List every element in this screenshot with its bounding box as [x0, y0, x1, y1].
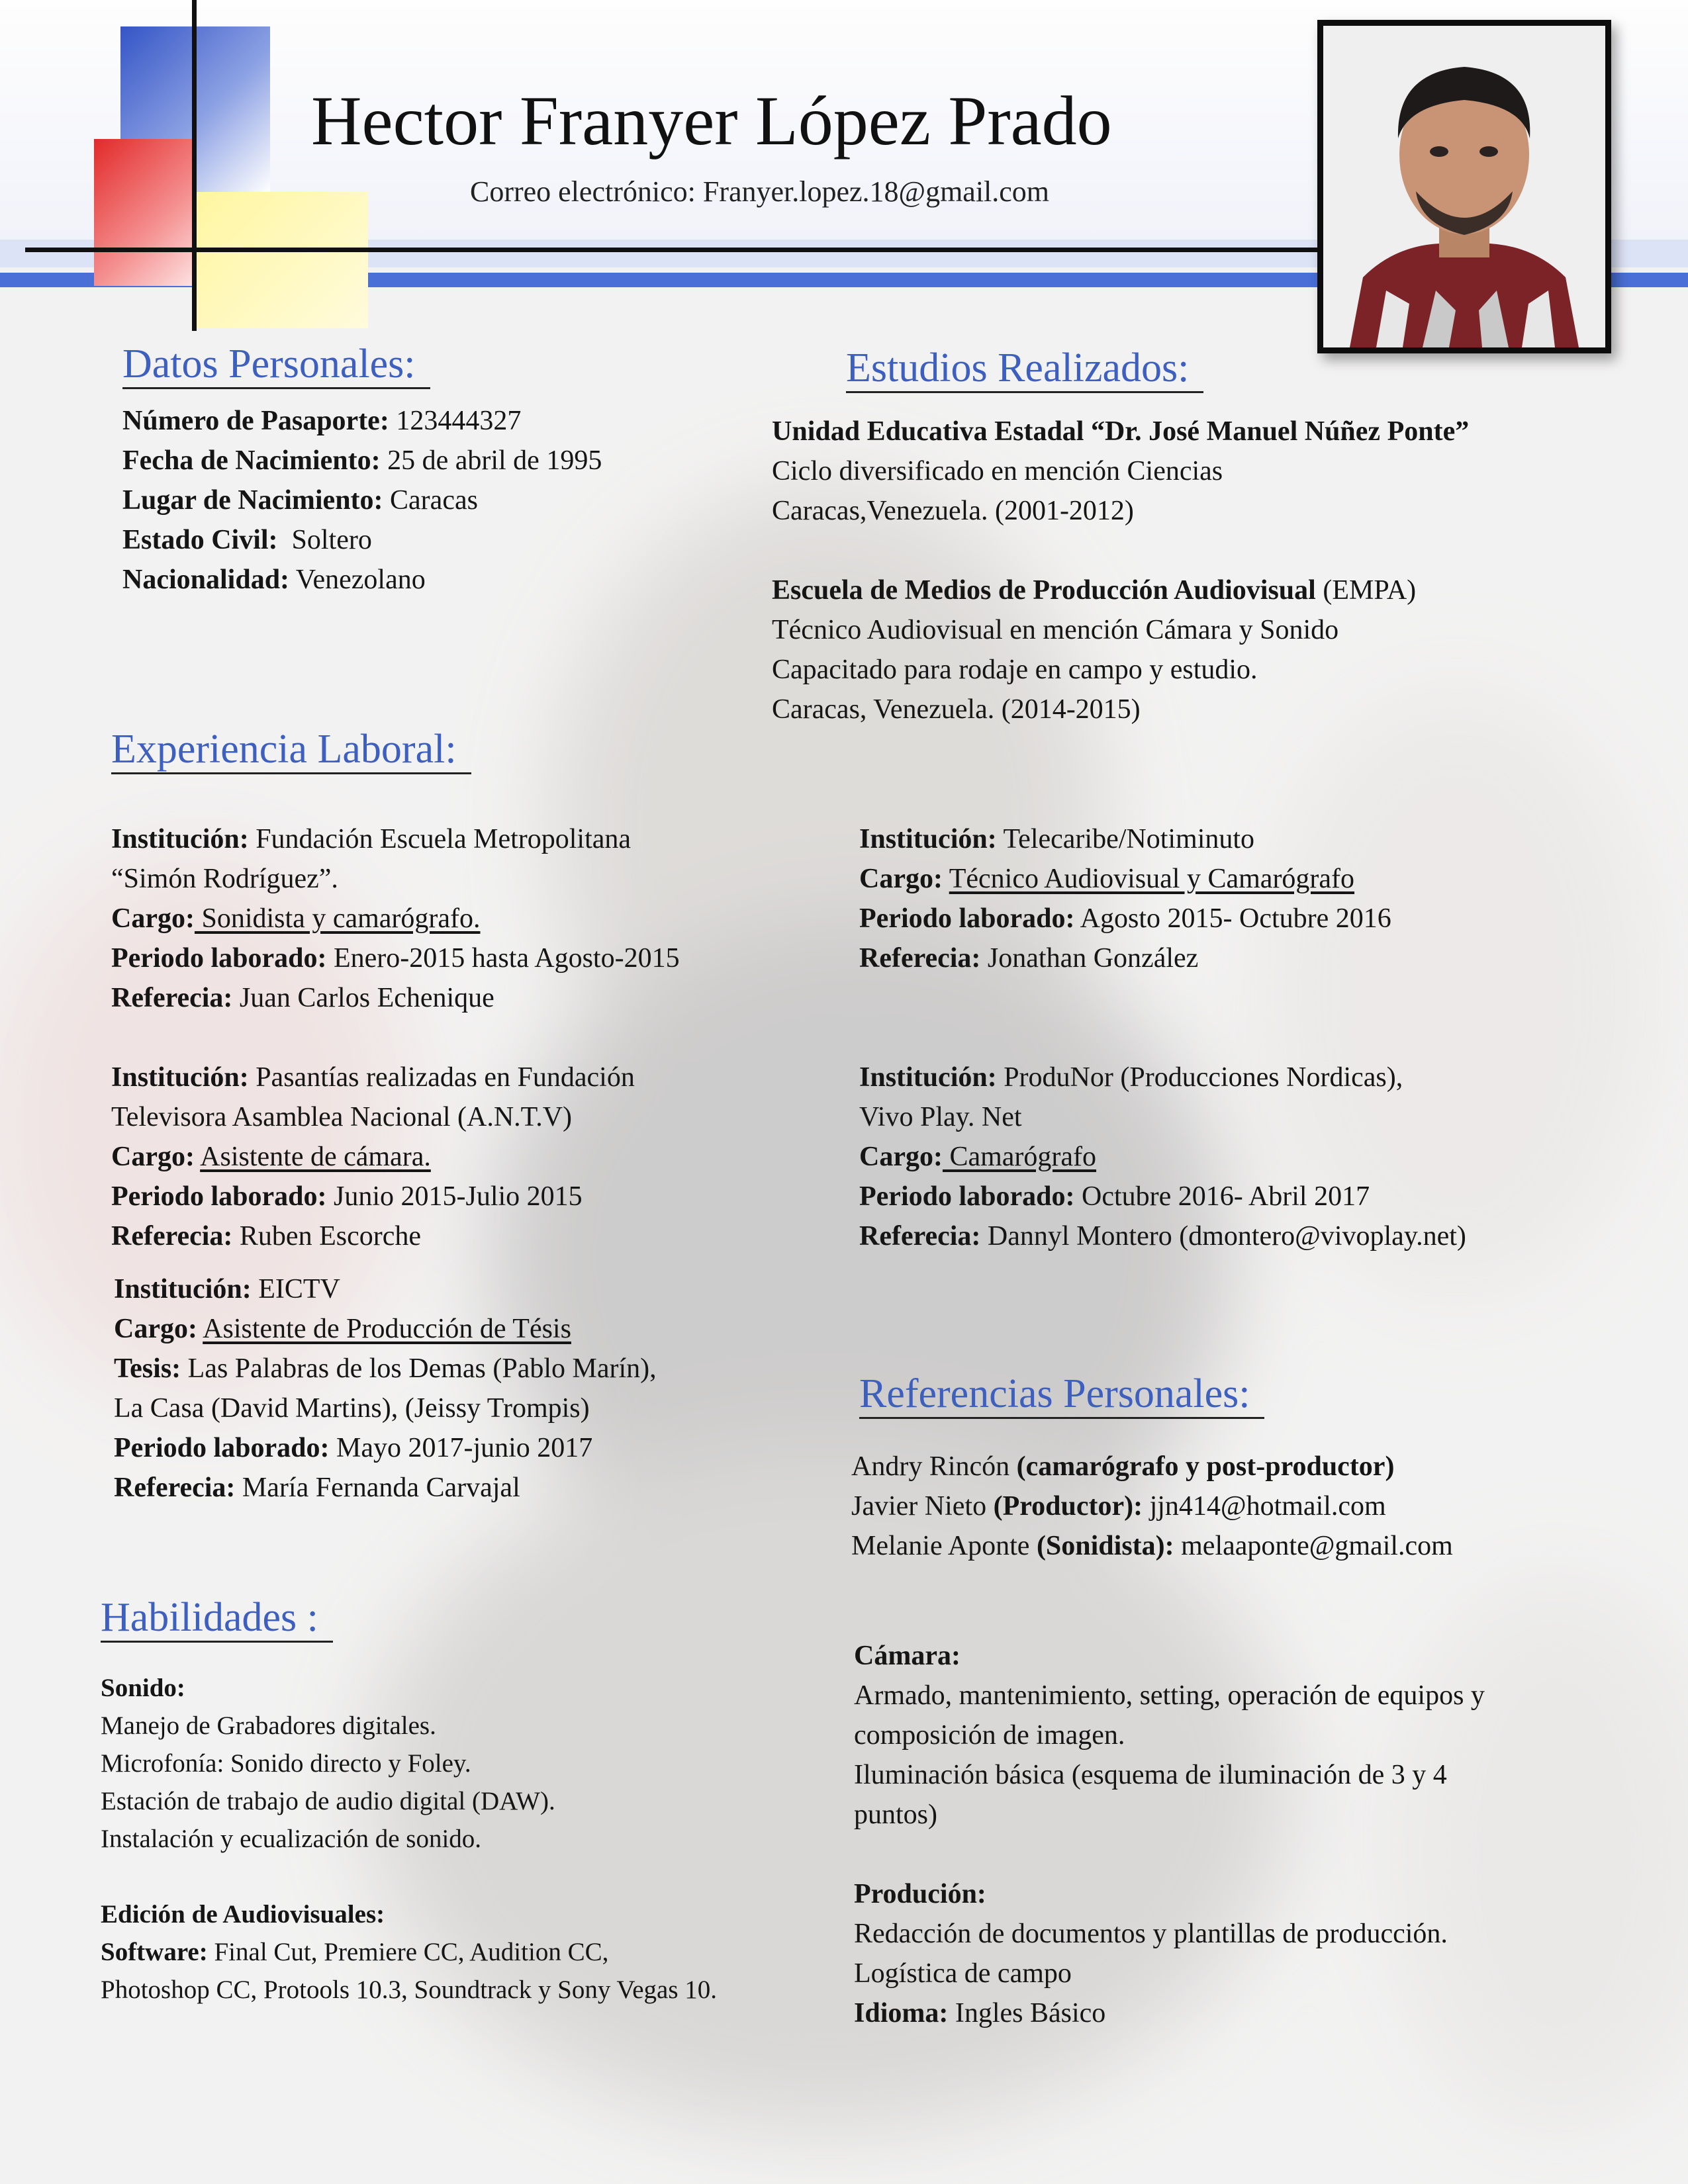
section-title-habilidades: Habilidades :	[101, 1595, 333, 1643]
school-detail: Caracas,Venezuela. (2001-2012)	[772, 496, 1134, 526]
datos-row: Fecha de Nacimiento: 25 de abril de 1995	[122, 445, 602, 476]
school-detail: Técnico Audiovisual en mención Cámara y Sonido	[772, 615, 1339, 645]
job-entry: Institución: EICTV Cargo: Asistente de Producción de Tésis Tesis: Las Palabras de los Demas (Pablo Marín), La Casa (David Martins), (Jeissy Trompis) Periodo laborado: Mayo 2017-junio 2017 Referecia: María Fernanda Carvajal	[114, 1274, 657, 1503]
deco-yellow-square	[195, 192, 368, 328]
datos-personales-list	[122, 401, 602, 600]
person-portrait-icon	[1323, 26, 1605, 347]
deco-vertical-line	[192, 0, 197, 331]
school-name: Escuela de Medios de Producción Audiovisual (EMPA)	[772, 575, 1417, 606]
datos-row: Lugar de Nacimiento: Caracas	[122, 485, 478, 516]
reference-item: Melanie Aponte (Sonidista): melaaponte@gmail.com	[851, 1531, 1453, 1561]
contact-line	[470, 175, 1049, 208]
habilidades-right: Cámara: Armado, mantenimiento, setting, operación de equipos y composición de imagen. Iluminación básica (esquema de iluminación de 3 y 4 puntos) Produción: Redacción de documentos y plantillas de producción. Logística de campo Idioma: Ingles Básico	[854, 1641, 1485, 2028]
job-entry: Institución: Telecaribe/Notiminuto Cargo: Técnico Audiovisual y Camarógrafo Periodo laborado: Agosto 2015- Octubre 2016 Referecia: Jonathan González	[859, 824, 1391, 974]
profile-photo	[1317, 20, 1611, 353]
email-label: Correo electrónico:	[470, 175, 696, 208]
section-title-estudios: Estudios Realizados:	[846, 345, 1203, 393]
job-entry: Institución: Fundación Escuela Metropolitana “Simón Rodríguez”. Cargo: Sonidista y camarógrafo. Periodo laborado: Enero-2015 hasta Agosto-2015 Referecia: Juan Carlos Echenique	[111, 824, 680, 1013]
section-title-datos-personales: Datos Personales:	[122, 341, 430, 389]
referencias-list	[851, 1447, 1453, 1566]
deco-red-square	[94, 139, 195, 286]
estudios-list	[772, 412, 1469, 729]
habilidades-left: Sonido: Manejo de Grabadores digitales. Microfonía: Sonido directo y Foley. Estación de trabajo de audio digital (DAW). Instalación y ecualización de sonido. Edición de Audiovisuales: Software: Final Cut, Premiere CC, Audition CC, Photoshop CC, Protools 10.3, Soundtrack y Sony Vegas 10.	[101, 1674, 718, 2004]
datos-row: Estado Civil: Soltero	[122, 525, 372, 555]
job-entry: Institución: Pasantías realizadas en Fundación Televisora Asamblea Nacional (A.N.T.V) Cargo: Asistente de cámara. Periodo laborado: Junio 2015-Julio 2015 Referecia: Ruben Escorche	[111, 1062, 635, 1251]
full-name: Hector Franyer López Prado	[311, 82, 1112, 159]
section-title-referencias: Referencias Personales:	[859, 1371, 1264, 1419]
school-name: Unidad Educativa Estadal “Dr. José Manuel Núñez Ponte”	[772, 416, 1470, 447]
reference-item: Javier Nieto (Productor): jjn414@hotmail.com	[851, 1491, 1386, 1522]
email-address[interactable]: Franyer.lopez.18@gmail.com	[702, 175, 1050, 208]
deco-horizontal-line	[25, 248, 1323, 252]
school-detail: Capacitado para rodaje en campo y estudio.	[772, 655, 1258, 685]
school-detail: Ciclo diversificado en mención Ciencias	[772, 456, 1223, 486]
section-title-experiencia: Experiencia Laboral:	[111, 727, 471, 774]
datos-row: Número de Pasaporte: 123444327	[122, 406, 522, 436]
reference-item: Andry Rincón (camarógrafo y post-productor)	[851, 1451, 1395, 1482]
job-entry: Institución: ProduNor (Producciones Nordicas), Vivo Play. Net Cargo: Camarógrafo Periodo laborado: Octubre 2016- Abril 2017 Referecia: Dannyl Montero (dmontero@vivoplay.net)	[859, 1062, 1466, 1251]
datos-row: Nacionalidad: Venezolano	[122, 565, 426, 595]
school-detail: Caracas, Venezuela. (2014-2015)	[772, 694, 1141, 725]
